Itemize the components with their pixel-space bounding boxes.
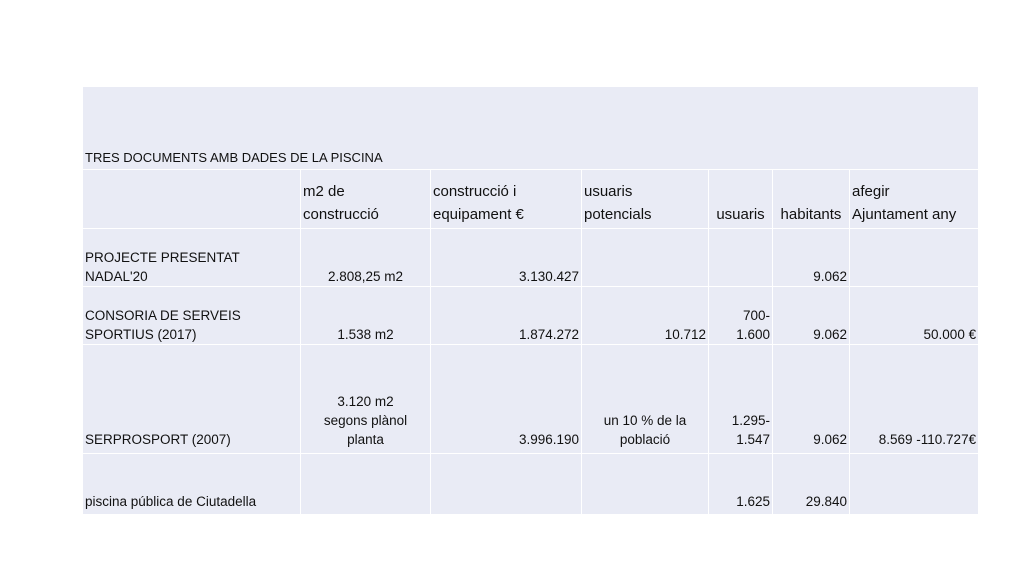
header-construction-equipment: construcció i equipament € (431, 170, 582, 229)
header-potential-users: usuaris potencials (582, 170, 709, 229)
cell-council-annual: 50.000 € (850, 287, 979, 345)
header-cell-empty (83, 170, 301, 229)
header-council-annual: afegir Ajuntament any (850, 170, 979, 229)
cell-users (709, 229, 773, 287)
cell-users: 1.625 (709, 454, 773, 515)
cell-cost: 3.996.190 (431, 345, 582, 454)
cell-inhabitants: 9.062 (773, 345, 850, 454)
cell-council-annual (850, 229, 979, 287)
cell-potential-users: un 10 % de la població (582, 345, 709, 454)
table-row (83, 454, 979, 515)
header-m2-construction: m2 de construcció (301, 170, 431, 229)
cell-potential-users: 10.712 (582, 287, 709, 345)
row-label: PROJECTE PRESENTAT NADAL'20 (83, 229, 301, 287)
row-label: SERPROSPORT (2007) (83, 345, 301, 454)
cell-inhabitants: 29.840 (773, 454, 850, 515)
row-label: piscina pública de Ciutadella (83, 454, 301, 515)
cell-m2: 1.538 m2 (301, 287, 431, 345)
cell-m2: 2.808,25 m2 (301, 229, 431, 287)
cell-cost: 3.130.427 (431, 229, 582, 287)
cell-potential-users (582, 454, 709, 515)
cell-cost: 1.874.272 (431, 287, 582, 345)
table-title: TRES DOCUMENTS AMB DADES DE LA PISCINA (83, 87, 979, 170)
row-label: CONSORIA DE SERVEIS SPORTIUS (2017) (83, 287, 301, 345)
table-title-row (83, 87, 979, 170)
table-row (83, 345, 979, 454)
header-inhabitants: habitants (773, 170, 850, 229)
cell-inhabitants: 9.062 (773, 287, 850, 345)
cell-potential-users (582, 229, 709, 287)
cell-users: 1.295- 1.547 (709, 345, 773, 454)
cell-m2: 3.120 m2 segons plànol planta (301, 345, 431, 454)
cell-council-annual (850, 454, 979, 515)
data-table (82, 86, 979, 515)
cell-users: 700- 1.600 (709, 287, 773, 345)
cell-m2 (301, 454, 431, 515)
header-users: usuaris (709, 170, 773, 229)
cell-cost (431, 454, 582, 515)
cell-council-annual: 8.569 -110.727€ (850, 345, 979, 454)
header-row (83, 170, 979, 229)
cell-inhabitants: 9.062 (773, 229, 850, 287)
table-row (83, 229, 979, 287)
table-row (83, 287, 979, 345)
